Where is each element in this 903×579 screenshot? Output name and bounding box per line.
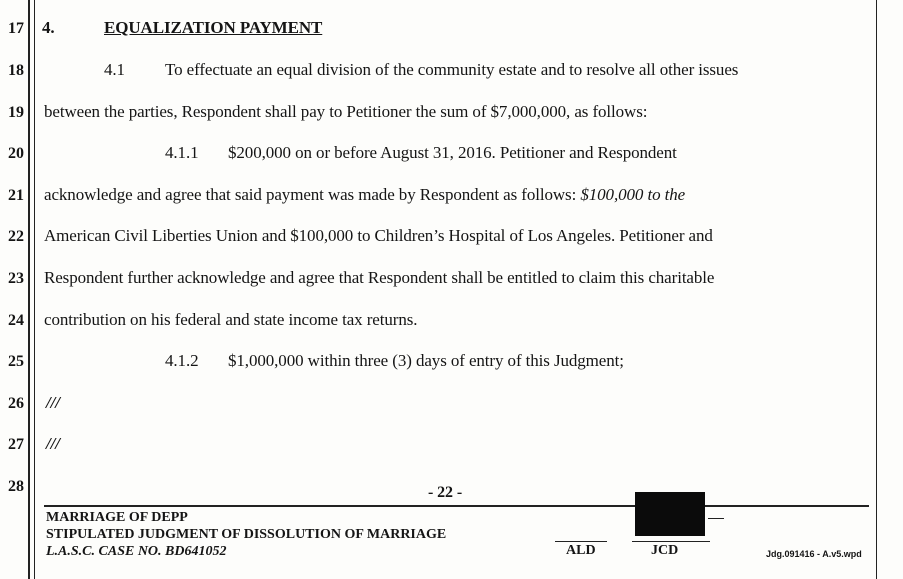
footer-case-title: MARRIAGE OF DEPP <box>46 510 188 525</box>
document-id: Jdg.091416 - A.v5.wpd <box>766 549 862 559</box>
right-margin-rule <box>876 0 877 579</box>
section-title: EQUALIZATION PAYMENT <box>104 18 323 37</box>
para-text: $1,000,000 within three (3) days of entry of this Judgment; <box>228 351 624 370</box>
line-number: 24 <box>8 312 24 329</box>
line-number: 19 <box>8 104 24 121</box>
para-text-segment: acknowledge and agree that said payment was made by Respondent as follows: <box>44 185 581 204</box>
left-margin-rule <box>28 0 30 579</box>
redaction-tick <box>708 518 724 519</box>
initials-right: JCD <box>651 543 679 558</box>
redaction-box <box>635 492 705 536</box>
initials-line-left <box>555 541 607 542</box>
continuation-mark: /// <box>46 393 60 412</box>
para-number: 4.1.2 <box>165 351 199 370</box>
line-number: 27 <box>8 436 24 453</box>
para-text: To effectuate an equal division of the community estate and to resolve all other issues <box>165 60 739 79</box>
para-text-segment-italic: $100,000 to the <box>580 185 686 204</box>
para-text: between the parties, Respondent shall pay to Petitioner the sum of $7,000,000, as follows: <box>44 102 648 121</box>
line-number: 25 <box>8 353 24 370</box>
line-number: 17 <box>8 20 24 37</box>
para-text <box>44 185 685 205</box>
line-number: 22 <box>8 228 24 245</box>
continuation-mark: /// <box>46 434 60 453</box>
footer-divider <box>44 505 869 507</box>
line-number: 23 <box>8 270 24 287</box>
para-text: contribution on his federal and state income tax returns. <box>44 310 418 329</box>
initials-line-right <box>632 541 710 542</box>
para-number: 4.1.1 <box>165 143 199 162</box>
footer-document-title: STIPULATED JUDGMENT OF DISSOLUTION OF MARRIAGE <box>46 527 447 542</box>
para-text: Respondent further acknowledge and agree that Respondent shall be entitled to claim this charitable <box>44 268 715 287</box>
line-number: 28 <box>8 478 24 495</box>
line-number: 20 <box>8 145 24 162</box>
footer-case-number: L.A.S.C. CASE NO. BD641052 <box>46 544 227 559</box>
left-margin-rule-inner <box>34 0 35 579</box>
line-number: 26 <box>8 395 24 412</box>
section-number: 4. <box>42 18 55 37</box>
para-number: 4.1 <box>104 60 125 79</box>
line-number: 21 <box>8 187 24 204</box>
para-text: American Civil Liberties Union and $100,000 to Children’s Hospital of Los Angeles. Petitioner and <box>44 226 713 245</box>
line-number: 18 <box>8 62 24 79</box>
para-text: $200,000 on or before August 31, 2016. Petitioner and Respondent <box>228 143 677 162</box>
page-number: - 22 - <box>428 484 463 501</box>
initials-left: ALD <box>566 543 596 558</box>
